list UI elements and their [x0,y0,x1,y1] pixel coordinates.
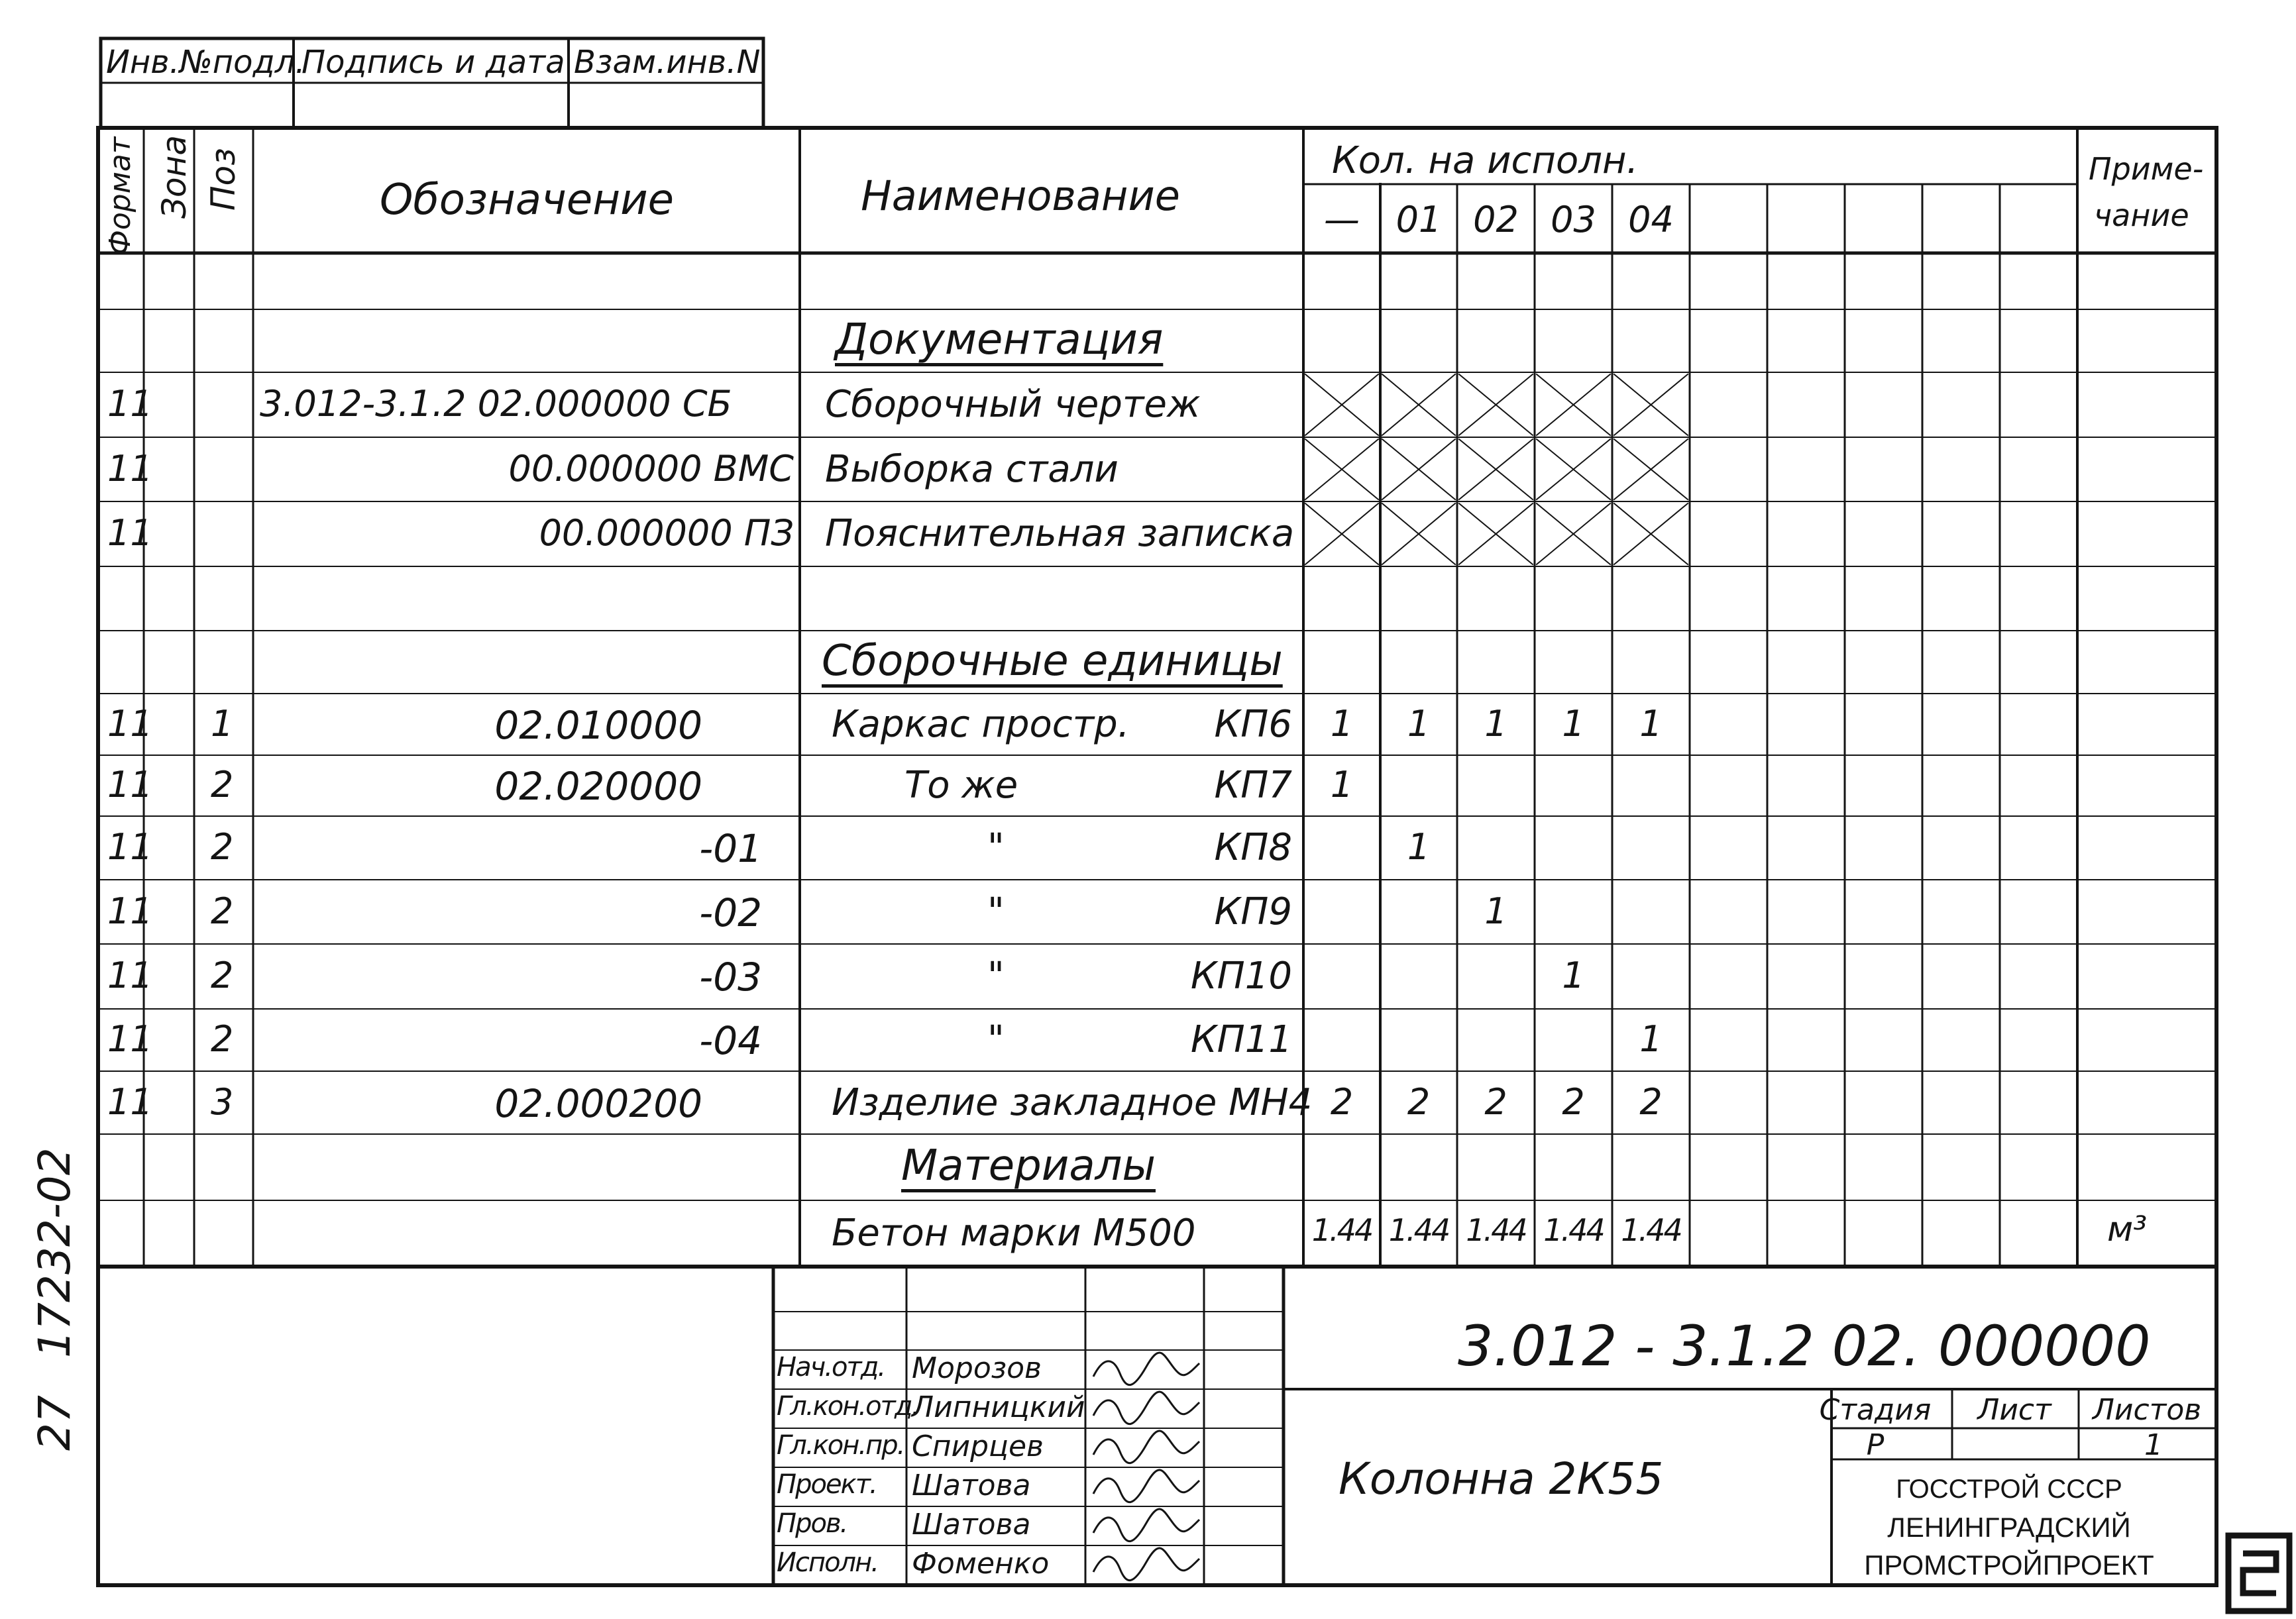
assembly-row-designation: -04 [699,1018,762,1063]
variant-head-1: 01 [1395,199,1442,240]
org-line-1: ГОССТРОЙ СССР [1896,1475,2122,1504]
drawing-title: Колонна 2К55 [1339,1453,1664,1504]
assembly-row-qty: 2 [1407,1080,1431,1123]
margin-code: 17232-02 [29,1147,80,1358]
assembly-row-qty: 2 [1562,1080,1585,1123]
variant-head-4: 04 [1628,199,1674,240]
replace-inv-label: Взам.инв.N [574,44,761,81]
assembly-row-name: Изделие закладное МН4 [832,1080,1313,1124]
inv-number-label: Инв.№подл. [106,44,305,81]
signer-name: Липницкий [912,1390,1085,1424]
doc-row-name: Выборка стали [825,447,1119,491]
header-qty: Кол. на исполн. [1332,139,1639,182]
assembly-row-format: 11 [107,826,153,868]
assembly-row-designation: 02.010000 [494,702,702,748]
header-note-1: Приме- [2089,151,2204,187]
margin-page: 27 [29,1395,80,1451]
sign-date-label: Подпись и дата [301,44,565,81]
variant-head-3: 03 [1551,199,1596,240]
assembly-row-pos: 2 [211,890,234,932]
assembly-row-pos: 3 [211,1080,234,1123]
corner-logo [2223,1530,2296,1616]
assembly-row-mark: КП9 [1214,890,1292,933]
signature-scribble [1093,1509,1199,1541]
material-row-unit: м³ [2107,1210,2148,1249]
signature-scribble [1093,1548,1199,1581]
assembly-row-mark: КП11 [1190,1018,1292,1061]
signature-scribble [1093,1392,1199,1424]
variant-head-2: 02 [1473,199,1519,240]
signer-name: Шатова [912,1469,1031,1502]
stage-value: Р [1866,1428,1885,1462]
assembly-row-qty: 1 [1407,826,1431,868]
doc-row-name: Пояснительная записка [825,512,1295,555]
signer-name: Шатова [912,1508,1031,1541]
assembly-row-format: 11 [107,955,153,996]
org-line-2: ЛЕНИНГРАДСКИЙ [1887,1512,2131,1543]
assembly-row-designation: 02.020000 [494,764,702,809]
assembly-row-designation: -02 [699,890,762,935]
assembly-row-format: 11 [107,764,153,806]
doc-row-designation: 00.000000 ВМС [508,447,794,490]
assembly-row-pos: 2 [211,955,234,996]
assembly-row-pos: 2 [211,1018,234,1060]
assembly-row-mark: КП6 [1214,702,1292,746]
assembly-row-qty: 1 [1484,890,1507,932]
assembly-row-qty: 1 [1562,702,1585,745]
header-pos: Поз [204,148,243,211]
header-note-2: чание [2094,197,2189,233]
doc-row-designation: 3.012-3.1.2 02.000000 СБ [260,383,732,425]
assembly-row-pos: 1 [211,702,234,745]
assembly-row-qty: 1 [1562,955,1585,996]
assembly-row-name: То же [904,764,1018,807]
doc-row-format: 11 [107,447,153,490]
section-materials: Материалы [901,1141,1156,1190]
assembly-row-qty: 2 [1330,1080,1354,1123]
assembly-row-pos: 2 [211,764,234,806]
doc-number: 3.012 - 3.1.2 02. 000000 [1458,1314,2151,1379]
doc-row-format: 11 [107,512,153,554]
sheet-label: Лист [1977,1393,2051,1427]
material-row-qty: 1.44 [1388,1212,1449,1248]
assembly-row-qty: 1 [1484,702,1507,745]
assembly-row-qty: 2 [1639,1080,1663,1123]
assembly-row-name: " [987,955,1005,998]
assembly-row-mark: КП7 [1214,764,1292,807]
assembly-row-qty: 1 [1330,764,1354,806]
signature-scribble [1093,1470,1199,1502]
doc-row-format: 11 [107,383,153,425]
material-row-qty: 1.44 [1466,1212,1526,1248]
assembly-row-name: " [987,1018,1005,1061]
signer-name: Морозов [912,1351,1042,1385]
assembly-row-qty: 1 [1330,702,1354,745]
stage-label: Стадия [1819,1393,1932,1427]
signer-role: Гл.кон.отд. [777,1391,919,1422]
header-zone: Зона [155,135,193,219]
signer-name: Фоменко [912,1547,1050,1581]
variant-head-0: — [1324,199,1360,240]
header-name: Наименование [861,172,1180,220]
sheets-label: Листов [2092,1393,2202,1427]
material-row-qty: 1.44 [1543,1212,1604,1248]
signature-scribble [1093,1431,1199,1463]
assembly-row-pos: 2 [211,826,234,868]
header-designation: Обозначение [379,176,675,225]
assembly-row-format: 11 [107,890,153,932]
assembly-row-qty: 1 [1407,702,1431,745]
org-line-3: ПРОМСТРОЙПРОЕКТ [1864,1549,2154,1581]
assembly-row-format: 11 [107,1080,153,1123]
assembly-row-qty: 1 [1639,1018,1663,1060]
assembly-row-designation: -03 [699,955,762,1000]
assembly-row-name: Каркас простр. [832,702,1130,746]
material-row-name: Бетон марки М500 [832,1212,1196,1255]
assembly-row-qty: 1 [1639,702,1663,745]
signer-role: Проект. [777,1469,877,1500]
assembly-row-mark: КП8 [1214,826,1292,869]
signer-role: Пров. [777,1508,847,1539]
section-documentation: Документация [835,315,1164,364]
doc-row-name: Сборочный чертеж [825,383,1201,426]
signer-role: Исполн. [777,1547,878,1578]
assembly-row-designation: -01 [699,826,762,871]
assembly-row-name: " [987,826,1005,869]
sheets-value: 1 [2144,1428,2163,1462]
assembly-row-format: 11 [107,1018,153,1060]
section-assemblies: Сборочные единицы [822,636,1283,686]
header-format: Формат [103,136,137,255]
signer-role: Гл.кон.пр. [777,1430,904,1461]
signature-scribble [1093,1353,1199,1385]
assembly-row-qty: 2 [1484,1080,1507,1123]
doc-row-designation: 00.000000 ПЗ [539,512,794,554]
assembly-row-mark: КП10 [1190,955,1292,998]
material-row-qty: 1.44 [1311,1212,1372,1248]
assembly-row-name: " [987,890,1005,933]
assembly-row-format: 11 [107,702,153,745]
assembly-row-designation: 02.000200 [494,1080,702,1126]
signer-role: Нач.отд. [777,1352,885,1383]
signer-name: Спирцев [912,1430,1044,1463]
material-row-qty: 1.44 [1621,1212,1681,1248]
